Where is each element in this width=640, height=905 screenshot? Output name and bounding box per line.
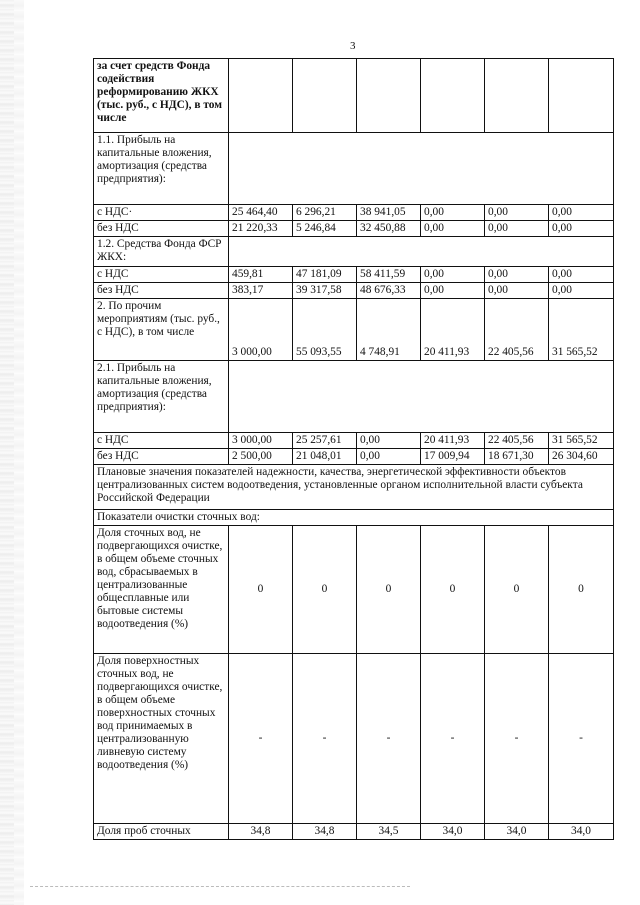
row-label: без НДС xyxy=(94,221,229,237)
footer-line xyxy=(30,886,410,887)
value-cell: 383,17 xyxy=(229,283,293,299)
value-cell: 55 093,55 xyxy=(293,299,357,361)
value-cell: 0,00 xyxy=(421,267,485,283)
value-cell xyxy=(293,59,357,133)
value-cell: - xyxy=(485,654,549,824)
value-cell: 31 565,52 xyxy=(549,299,614,361)
value-cell: 31 565,52 xyxy=(549,433,614,449)
value-cell: 4 748,91 xyxy=(357,299,421,361)
value-cell: - xyxy=(357,654,421,824)
table-row xyxy=(94,526,614,654)
value-cell: 0,00 xyxy=(549,283,614,299)
value-cell xyxy=(549,59,614,133)
scan-edge-inner xyxy=(14,0,24,905)
value-cell: 459,81 xyxy=(229,267,293,283)
value-cell: 20 411,93 xyxy=(421,299,485,361)
table-row xyxy=(94,237,614,267)
row-label: 1.2. Средства Фонда ФСР ЖКХ: xyxy=(94,237,229,267)
table-row xyxy=(94,510,614,526)
value-cell: 0 xyxy=(549,526,614,654)
value-cell: 2 500,00 xyxy=(229,449,293,465)
table-row xyxy=(94,361,614,433)
value-cell: 26 304,60 xyxy=(549,449,614,465)
value-cell: 34,8 xyxy=(293,824,357,840)
table-row xyxy=(94,654,614,824)
row-label: Доля сточных вод, не подвергающихся очистке, в общем объеме сточных вод, сбрасываемых в централизованные общесплавные или бытовые системы водоотведения (%) xyxy=(94,526,229,654)
scan-edge xyxy=(0,0,14,905)
table-row xyxy=(94,133,614,205)
value-cell: - xyxy=(293,654,357,824)
value-cell: 0 xyxy=(357,526,421,654)
value-cell: - xyxy=(421,654,485,824)
value-cell: 25 257,61 xyxy=(293,433,357,449)
value-cell: 0 xyxy=(485,526,549,654)
row-label: Плановые значения показателей надежности, качества, энергетической эффективности объектов централизованных систем водоотведения, установленные органом исполнительной власти субъекта Российской Федерации xyxy=(94,465,614,510)
value-cell: 0,00 xyxy=(549,205,614,221)
table-row xyxy=(94,299,614,361)
row-label: с НДС xyxy=(94,267,229,283)
value-cell: 32 450,88 xyxy=(357,221,421,237)
table-row xyxy=(94,433,614,449)
value-cell: 34,8 xyxy=(229,824,293,840)
value-cell: 0,00 xyxy=(357,449,421,465)
value-cell: 0,00 xyxy=(485,283,549,299)
value-cell: 17 009,94 xyxy=(421,449,485,465)
value-cell: 3 000,00 xyxy=(229,299,293,361)
value-cell: 20 411,93 xyxy=(421,433,485,449)
empty-span-cell xyxy=(229,237,614,267)
row-label: 2. По прочим мероприятиям (тыс. руб., с НДС), в том числе xyxy=(94,299,229,361)
value-cell: 0,00 xyxy=(357,433,421,449)
value-cell: 0,00 xyxy=(421,205,485,221)
value-cell: 21 220,33 xyxy=(229,221,293,237)
table-row xyxy=(94,283,614,299)
investment-table xyxy=(93,58,614,840)
empty-span-cell xyxy=(229,133,614,205)
value-cell: 22 405,56 xyxy=(485,433,549,449)
value-cell: 0,00 xyxy=(485,267,549,283)
value-cell: 0,00 xyxy=(549,267,614,283)
table-row xyxy=(94,465,614,510)
page-number: 3 xyxy=(350,40,356,52)
value-cell: 38 941,05 xyxy=(357,205,421,221)
value-cell: 0,00 xyxy=(421,221,485,237)
value-cell: 22 405,56 xyxy=(485,299,549,361)
value-cell: 5 246,84 xyxy=(293,221,357,237)
value-cell: 34,5 xyxy=(357,824,421,840)
row-label: без НДС xyxy=(94,449,229,465)
table-row xyxy=(94,267,614,283)
table-row xyxy=(94,824,614,840)
value-cell: 6 296,21 xyxy=(293,205,357,221)
value-cell: 34,0 xyxy=(485,824,549,840)
row-label: 1.1. Прибыль на капитальные вложения, амортизация (средства предприятия): xyxy=(94,133,229,205)
value-cell: 18 671,30 xyxy=(485,449,549,465)
row-label: Доля проб сточных xyxy=(94,824,229,840)
value-cell: - xyxy=(549,654,614,824)
value-cell xyxy=(485,59,549,133)
value-cell: 0 xyxy=(421,526,485,654)
value-cell: 21 048,01 xyxy=(293,449,357,465)
table-row xyxy=(94,449,614,465)
value-cell: 39 317,58 xyxy=(293,283,357,299)
value-cell: 34,0 xyxy=(421,824,485,840)
row-label: с НДС xyxy=(94,433,229,449)
value-cell: 0 xyxy=(293,526,357,654)
value-cell: 34,0 xyxy=(549,824,614,840)
row-label: Показатели очистки сточных вод: xyxy=(94,510,614,526)
table-row xyxy=(94,221,614,237)
value-cell: 48 676,33 xyxy=(357,283,421,299)
row-label: с НДС· xyxy=(94,205,229,221)
value-cell: 0 xyxy=(229,526,293,654)
value-cell: 47 181,09 xyxy=(293,267,357,283)
table-row xyxy=(94,59,614,133)
table-row xyxy=(94,205,614,221)
value-cell: 0,00 xyxy=(421,283,485,299)
row-label: за счет средств Фонда содействия реформированию ЖКХ (тыс. руб., с НДС), в том числе xyxy=(94,59,229,133)
row-label: 2.1. Прибыль на капитальные вложения, амортизация (средства предприятия): xyxy=(94,361,229,433)
value-cell: 3 000,00 xyxy=(229,433,293,449)
value-cell xyxy=(357,59,421,133)
value-cell: 58 411,59 xyxy=(357,267,421,283)
value-cell xyxy=(229,59,293,133)
row-label: без НДС xyxy=(94,283,229,299)
value-cell: - xyxy=(229,654,293,824)
value-cell: 0,00 xyxy=(485,205,549,221)
value-cell: 0,00 xyxy=(485,221,549,237)
row-label: Доля поверхностных сточных вод, не подвергающихся очистке, в общем объеме поверхностных сточных вод принимаемых в централизованную ливневую систему водоотведения (%) xyxy=(94,654,229,824)
value-cell: 0,00 xyxy=(549,221,614,237)
value-cell xyxy=(421,59,485,133)
empty-span-cell xyxy=(229,361,614,433)
value-cell: 25 464,40 xyxy=(229,205,293,221)
